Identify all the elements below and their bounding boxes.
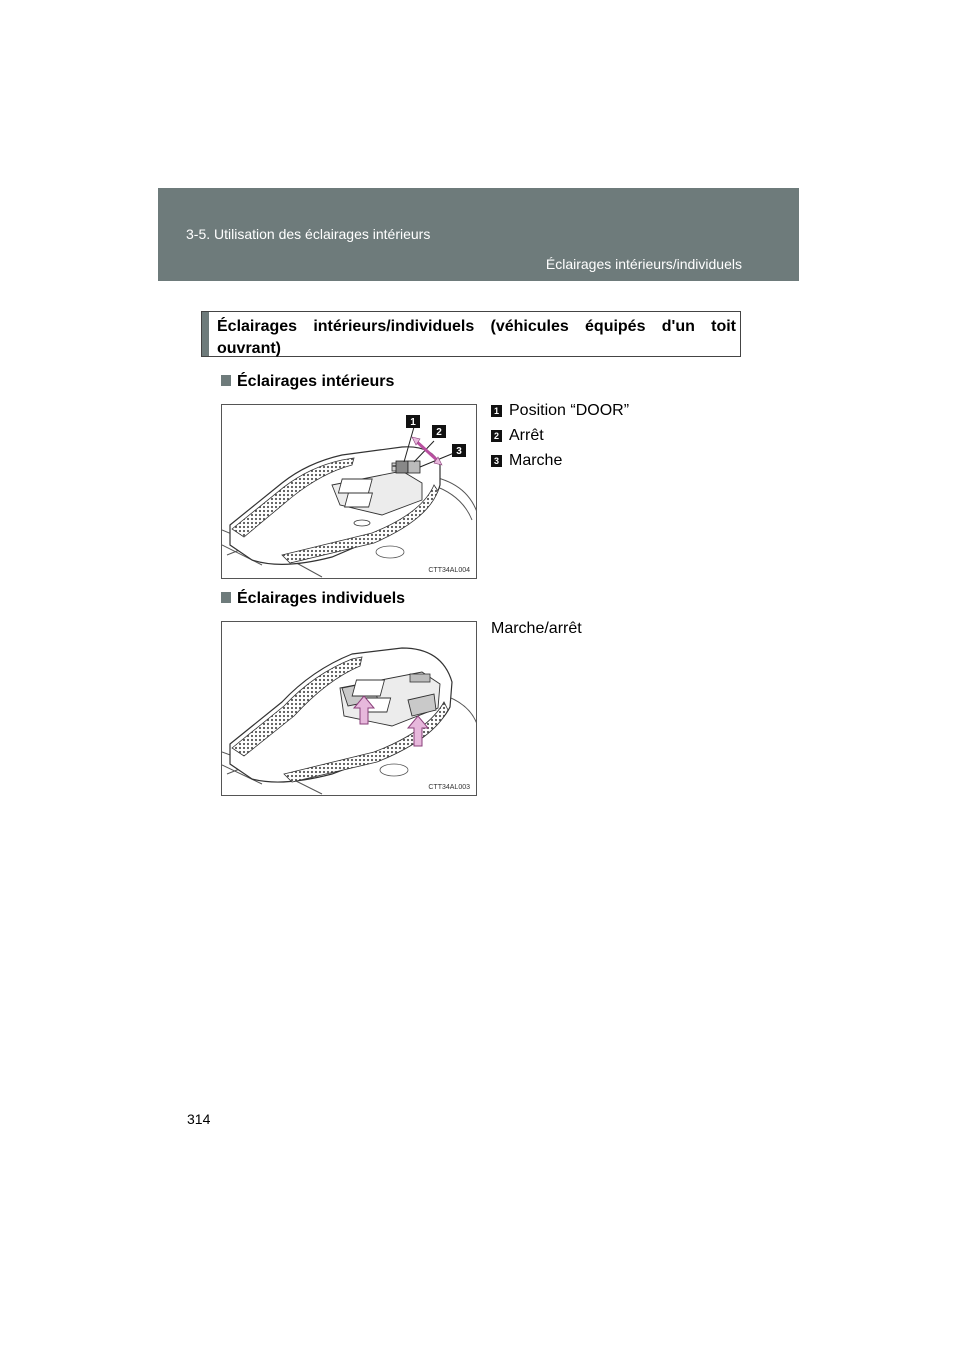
legend-item-door (491, 401, 629, 421)
subheading-personal-text: Éclairages individuels (237, 590, 406, 607)
subheading-interior (221, 373, 394, 391)
section-heading-text: Éclairages intérieurs/individuels (véhicules équipés d'un toit ouvrant) (217, 318, 736, 357)
figure-code: CTT34AL003 (428, 784, 470, 791)
subheading-personal (221, 590, 405, 608)
square-bullet-icon (221, 592, 231, 603)
page-topic: Éclairages intérieurs/individuels (545, 256, 742, 272)
legend-label: Arrêt (509, 427, 544, 444)
callout-1: 1 (410, 417, 416, 428)
heading-accent-bar (202, 312, 209, 356)
legend-label: Position “DOOR” (509, 402, 630, 419)
overhead-console-illustration (222, 405, 477, 579)
page-number: 314 (187, 1111, 211, 1127)
header-band (158, 188, 799, 281)
number-badge-3: 3 (491, 455, 502, 467)
number-badge-2: 2 (491, 430, 502, 442)
legend-label: Marche (509, 452, 563, 469)
callout-2: 2 (436, 427, 442, 438)
figure-code: CTT34AL004 (428, 567, 470, 574)
overhead-console-illustration-2 (222, 622, 477, 796)
section-label: 3-5. Utilisation des éclairages intérieurs (186, 226, 431, 242)
legend-item-off (491, 426, 544, 446)
callout-3: 3 (456, 446, 462, 457)
personal-caption: Marche/arrêt (491, 620, 582, 637)
figure-personal-lights (221, 621, 477, 796)
section-heading (201, 311, 741, 357)
legend-item-on (491, 451, 562, 471)
square-bullet-icon (221, 375, 231, 386)
number-badge-1: 1 (491, 405, 502, 417)
figure-interior-lights (221, 404, 477, 579)
subheading-interior-text: Éclairages intérieurs (237, 373, 395, 390)
